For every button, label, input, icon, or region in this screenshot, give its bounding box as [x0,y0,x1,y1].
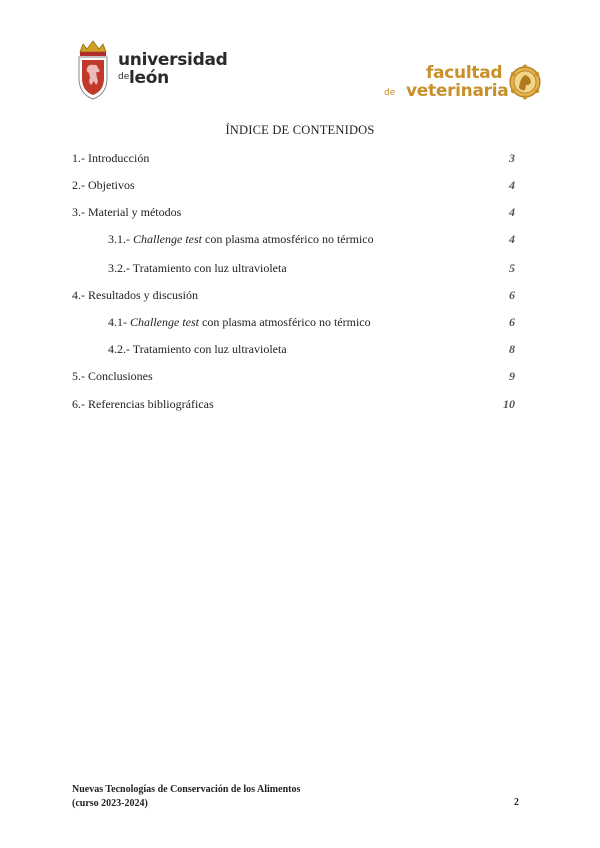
toc-entry-label: 2.- Objetivos [72,178,135,192]
toc-entry-page: 8 [509,342,515,356]
toc-subentry[interactable] [0,315,515,331]
toc-subentry[interactable] [0,342,515,358]
footer-course-title: Nuevas Tecnologías de Conservación de los Alimentos [72,784,301,795]
faculty-logo [384,64,544,104]
toc-subentry[interactable] [0,261,515,277]
toc-subentry[interactable] [0,232,515,248]
toc-entry-label: 3.1.- Challenge test con plasma atmosférico no térmico [108,232,374,246]
toc-entry-page: 5 [509,261,515,275]
toc-entry-label: 3.2.- Tratamiento con luz ultravioleta [108,261,287,275]
toc-entry-page: 4 [509,178,515,192]
faculty-emblem-icon [508,64,542,100]
page-footer [72,783,300,811]
university-logo [74,38,228,102]
footer-course-year: (curso 2023-2024) [72,798,148,809]
toc-entry[interactable] [0,151,515,167]
toc-entry[interactable] [0,397,515,413]
toc-entry-label: 3.- Material y métodos [72,205,182,219]
toc-entry-page: 9 [509,369,515,383]
toc-entry[interactable] [0,205,515,221]
toc-title: ÍNDICE DE CONTENIDOS [225,123,375,137]
toc-entry[interactable] [0,288,515,304]
toc-entry-page: 3 [509,151,515,165]
faculty-name-prefix: de [384,88,396,98]
toc-entry-label: 4.1- Challenge test con plasma atmosférico no térmico [108,315,371,329]
university-name-line1: universidad [118,50,228,70]
toc-entry-page: 10 [503,397,515,411]
toc-entry-page: 4 [509,205,515,219]
university-name-prefix: de [118,72,130,82]
university-crest-icon [74,38,112,102]
toc-entry[interactable] [0,178,515,194]
faculty-name-line1: facultad [426,63,503,83]
toc-entry-label: 4.2.- Tratamiento con luz ultravioleta [108,342,287,356]
toc-entry-page: 6 [509,315,515,329]
toc-entry-label: 1.- Introducción [72,151,150,165]
faculty-name-line2: veterinaria [406,81,509,101]
university-name-line2: león [129,68,169,88]
toc-entry-label: 5.- Conclusiones [72,369,153,383]
toc-entry-page: 6 [509,288,515,302]
toc-entry-label: 6.- Referencias bibliográficas [72,397,214,411]
toc-entry[interactable] [0,369,515,385]
page-number: 2 [514,797,519,808]
toc-entry-page: 4 [509,232,515,246]
toc-entry-label: 4.- Resultados y discusión [72,288,198,302]
